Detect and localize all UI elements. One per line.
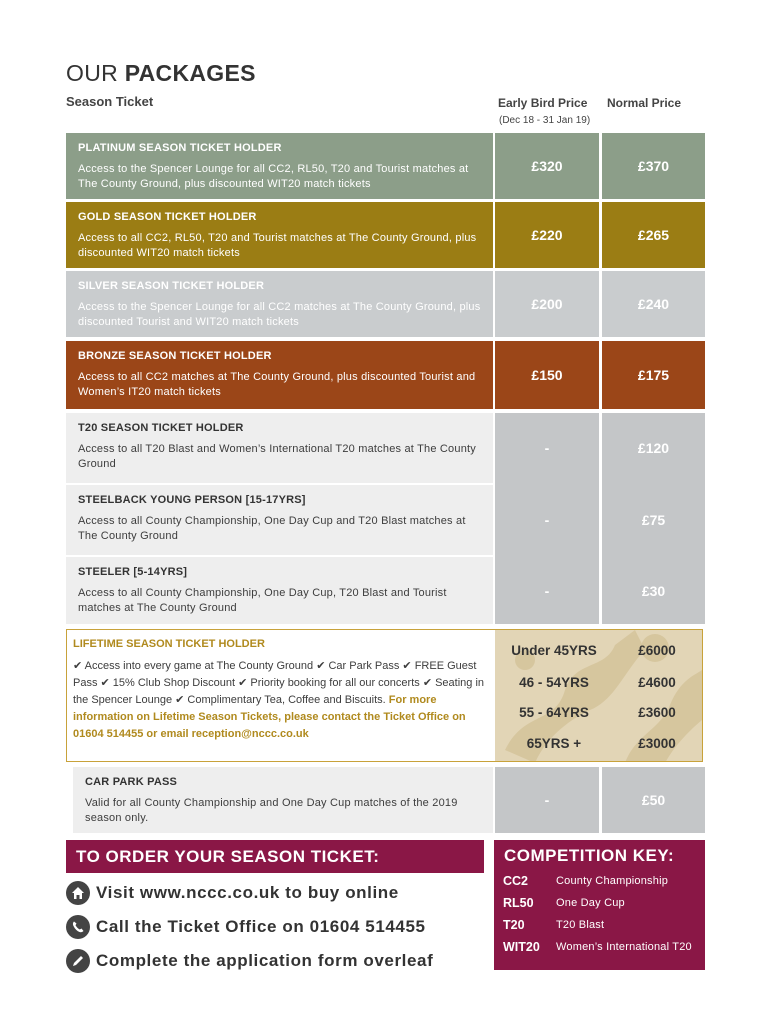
early-price: £200: [495, 271, 599, 337]
package-text: Access to all T20 Blast and Women’s International T20 matches at The County Ground: [78, 443, 476, 470]
package-row-car-park: [73, 767, 705, 833]
package-text: Access to the Spencer Lounge for all CC2, RL50, T20 and Tourist matches at The County Ground, plus discounted WIT20 match tickets: [78, 163, 469, 190]
early-price: £220: [495, 202, 599, 268]
order-line-web: [66, 880, 399, 906]
package-row-gold: [66, 202, 705, 268]
lifetime-price: £3000: [638, 736, 676, 751]
package-name: GOLD SEASON TICKET HOLDER: [78, 211, 257, 223]
lifetime-package: [66, 629, 703, 762]
package-name: T20 SEASON TICKET HOLDER: [78, 422, 244, 434]
normal-price: £370: [602, 133, 705, 199]
package-name: PLATINUM SEASON TICKET HOLDER: [78, 142, 282, 154]
package-desc: [66, 485, 493, 555]
phone-icon: [66, 915, 90, 939]
lifetime-price-row: [495, 643, 702, 663]
key-desc: One Day Cup: [556, 897, 625, 909]
lifetime-price-panel: [495, 630, 702, 761]
lifetime-price: £4600: [638, 675, 676, 690]
package-text: Access to all County Championship, One Day Cup, T20 Blast and Tourist matches at The County Ground: [78, 587, 447, 614]
early-price: -: [544, 440, 550, 456]
key-code: RL50: [503, 896, 534, 910]
package-row-steeler: [66, 557, 705, 624]
key-desc: T20 Blast: [556, 919, 605, 931]
home-icon: [66, 881, 90, 905]
order-heading: TO ORDER YOUR SEASON TICKET:: [66, 840, 484, 873]
normal-price: £30: [641, 582, 666, 599]
order-web-text: Visit www.nccc.co.uk to buy online: [96, 883, 399, 902]
early-price: £320: [495, 133, 599, 199]
package-name: BRONZE SEASON TICKET HOLDER: [78, 350, 272, 362]
package-row-bronze: [66, 341, 705, 409]
early-bird-dates: (Dec 18 - 31 Jan 19): [499, 115, 591, 126]
age-band: Under 45YRS: [511, 643, 597, 658]
pencil-icon: [66, 949, 90, 973]
key-title: COMPETITION KEY:: [504, 846, 675, 865]
competition-key: [494, 840, 705, 970]
key-code: WIT20: [503, 940, 540, 954]
package-desc: [66, 133, 493, 199]
lifetime-desc: [67, 630, 494, 761]
age-band: 65YRS +: [526, 736, 582, 751]
package-text: Access to all County Championship, One Day Cup and T20 Blast matches at The County Ground: [78, 515, 466, 542]
lifetime-price-row: [495, 736, 702, 756]
key-desc: Women’s International T20: [556, 941, 692, 953]
lifetime-price-row: [495, 705, 702, 725]
lifetime-price-row: [495, 675, 702, 695]
early-bird-header: Early Bird Price: [498, 96, 588, 110]
package-name: CAR PARK PASS: [85, 776, 178, 788]
package-desc: [73, 767, 493, 833]
normal-price-header: Normal Price: [607, 96, 682, 110]
package-row-silver: [66, 271, 705, 337]
lifetime-more-info: For more information on Lifetime Season Tickets, please contact the Ticket Office on 01604 514455 or email reception@nccc.co.uk: [73, 694, 466, 740]
normal-price: £175: [602, 341, 705, 409]
early-price: £150: [495, 341, 599, 409]
package-desc: [66, 202, 493, 268]
package-desc: [66, 271, 493, 337]
order-line-phone: [66, 914, 426, 940]
age-band: 46 - 54YRS: [519, 675, 589, 690]
package-text: Access to the Spencer Lounge for all CC2 matches at The County Ground, plus discounted Tourist and WIT20 match tickets: [78, 301, 481, 328]
normal-price: £265: [602, 202, 705, 268]
age-band: 55 - 64YRS: [519, 705, 589, 720]
early-price: -: [544, 512, 550, 528]
page-title: OUR PACKAGES: [66, 60, 256, 86]
lifetime-text: [73, 658, 488, 743]
early-price: -: [495, 767, 599, 833]
package-text: Access to all CC2 matches at The County Ground, plus discounted Tourist and Women’s IT20 match tickets: [78, 371, 476, 398]
lifetime-price: £3600: [638, 705, 676, 720]
package-name: SILVER SEASON TICKET HOLDER: [78, 280, 265, 292]
early-price: -: [544, 582, 550, 599]
page-subtitle: Season Ticket: [66, 94, 154, 109]
package-desc: [66, 341, 493, 409]
package-text: Valid for all County Championship and One Day Cup matches of the 2019 season only.: [85, 797, 458, 824]
key-code: T20: [503, 918, 525, 932]
package-name: STEELBACK YOUNG PERSON [15-17YRS]: [78, 494, 306, 506]
lifetime-benefits: ✔ Access into every game at The County Ground ✔ Car Park Pass ✔ FREE Guest Pass ✔ 15% Club Shop Discount ✔ Priority booking for all our concerts ✔ Seating in the Spencer Lounge ✔ Complimentary Tea, Coffee and Biscuits.: [73, 660, 485, 706]
key-code: CC2: [503, 874, 529, 888]
order-line-form: [66, 948, 433, 974]
lifetime-name: LIFETIME SEASON TICKET HOLDER: [73, 638, 265, 650]
order-form-text: Complete the application form overleaf: [96, 951, 434, 970]
normal-price: £120: [637, 440, 670, 456]
package-desc: [66, 413, 493, 483]
order-phone-text: Call the Ticket Office on 01604 514455: [96, 917, 426, 936]
normal-price: £75: [641, 512, 666, 528]
package-row-platinum: [66, 133, 705, 199]
package-desc: [66, 557, 493, 624]
lifetime-price: £6000: [638, 643, 676, 658]
normal-price: £240: [602, 271, 705, 337]
package-text: Access to all CC2, RL50, T20 and Tourist matches at The County Ground, plus discounted WIT20 match tickets: [78, 232, 477, 259]
key-desc: County Championship: [556, 875, 669, 887]
package-row-young-person: [66, 485, 705, 555]
package-row-t20: [66, 413, 705, 483]
normal-price: £50: [602, 767, 705, 833]
package-name: STEELER [5-14YRS]: [78, 566, 188, 578]
